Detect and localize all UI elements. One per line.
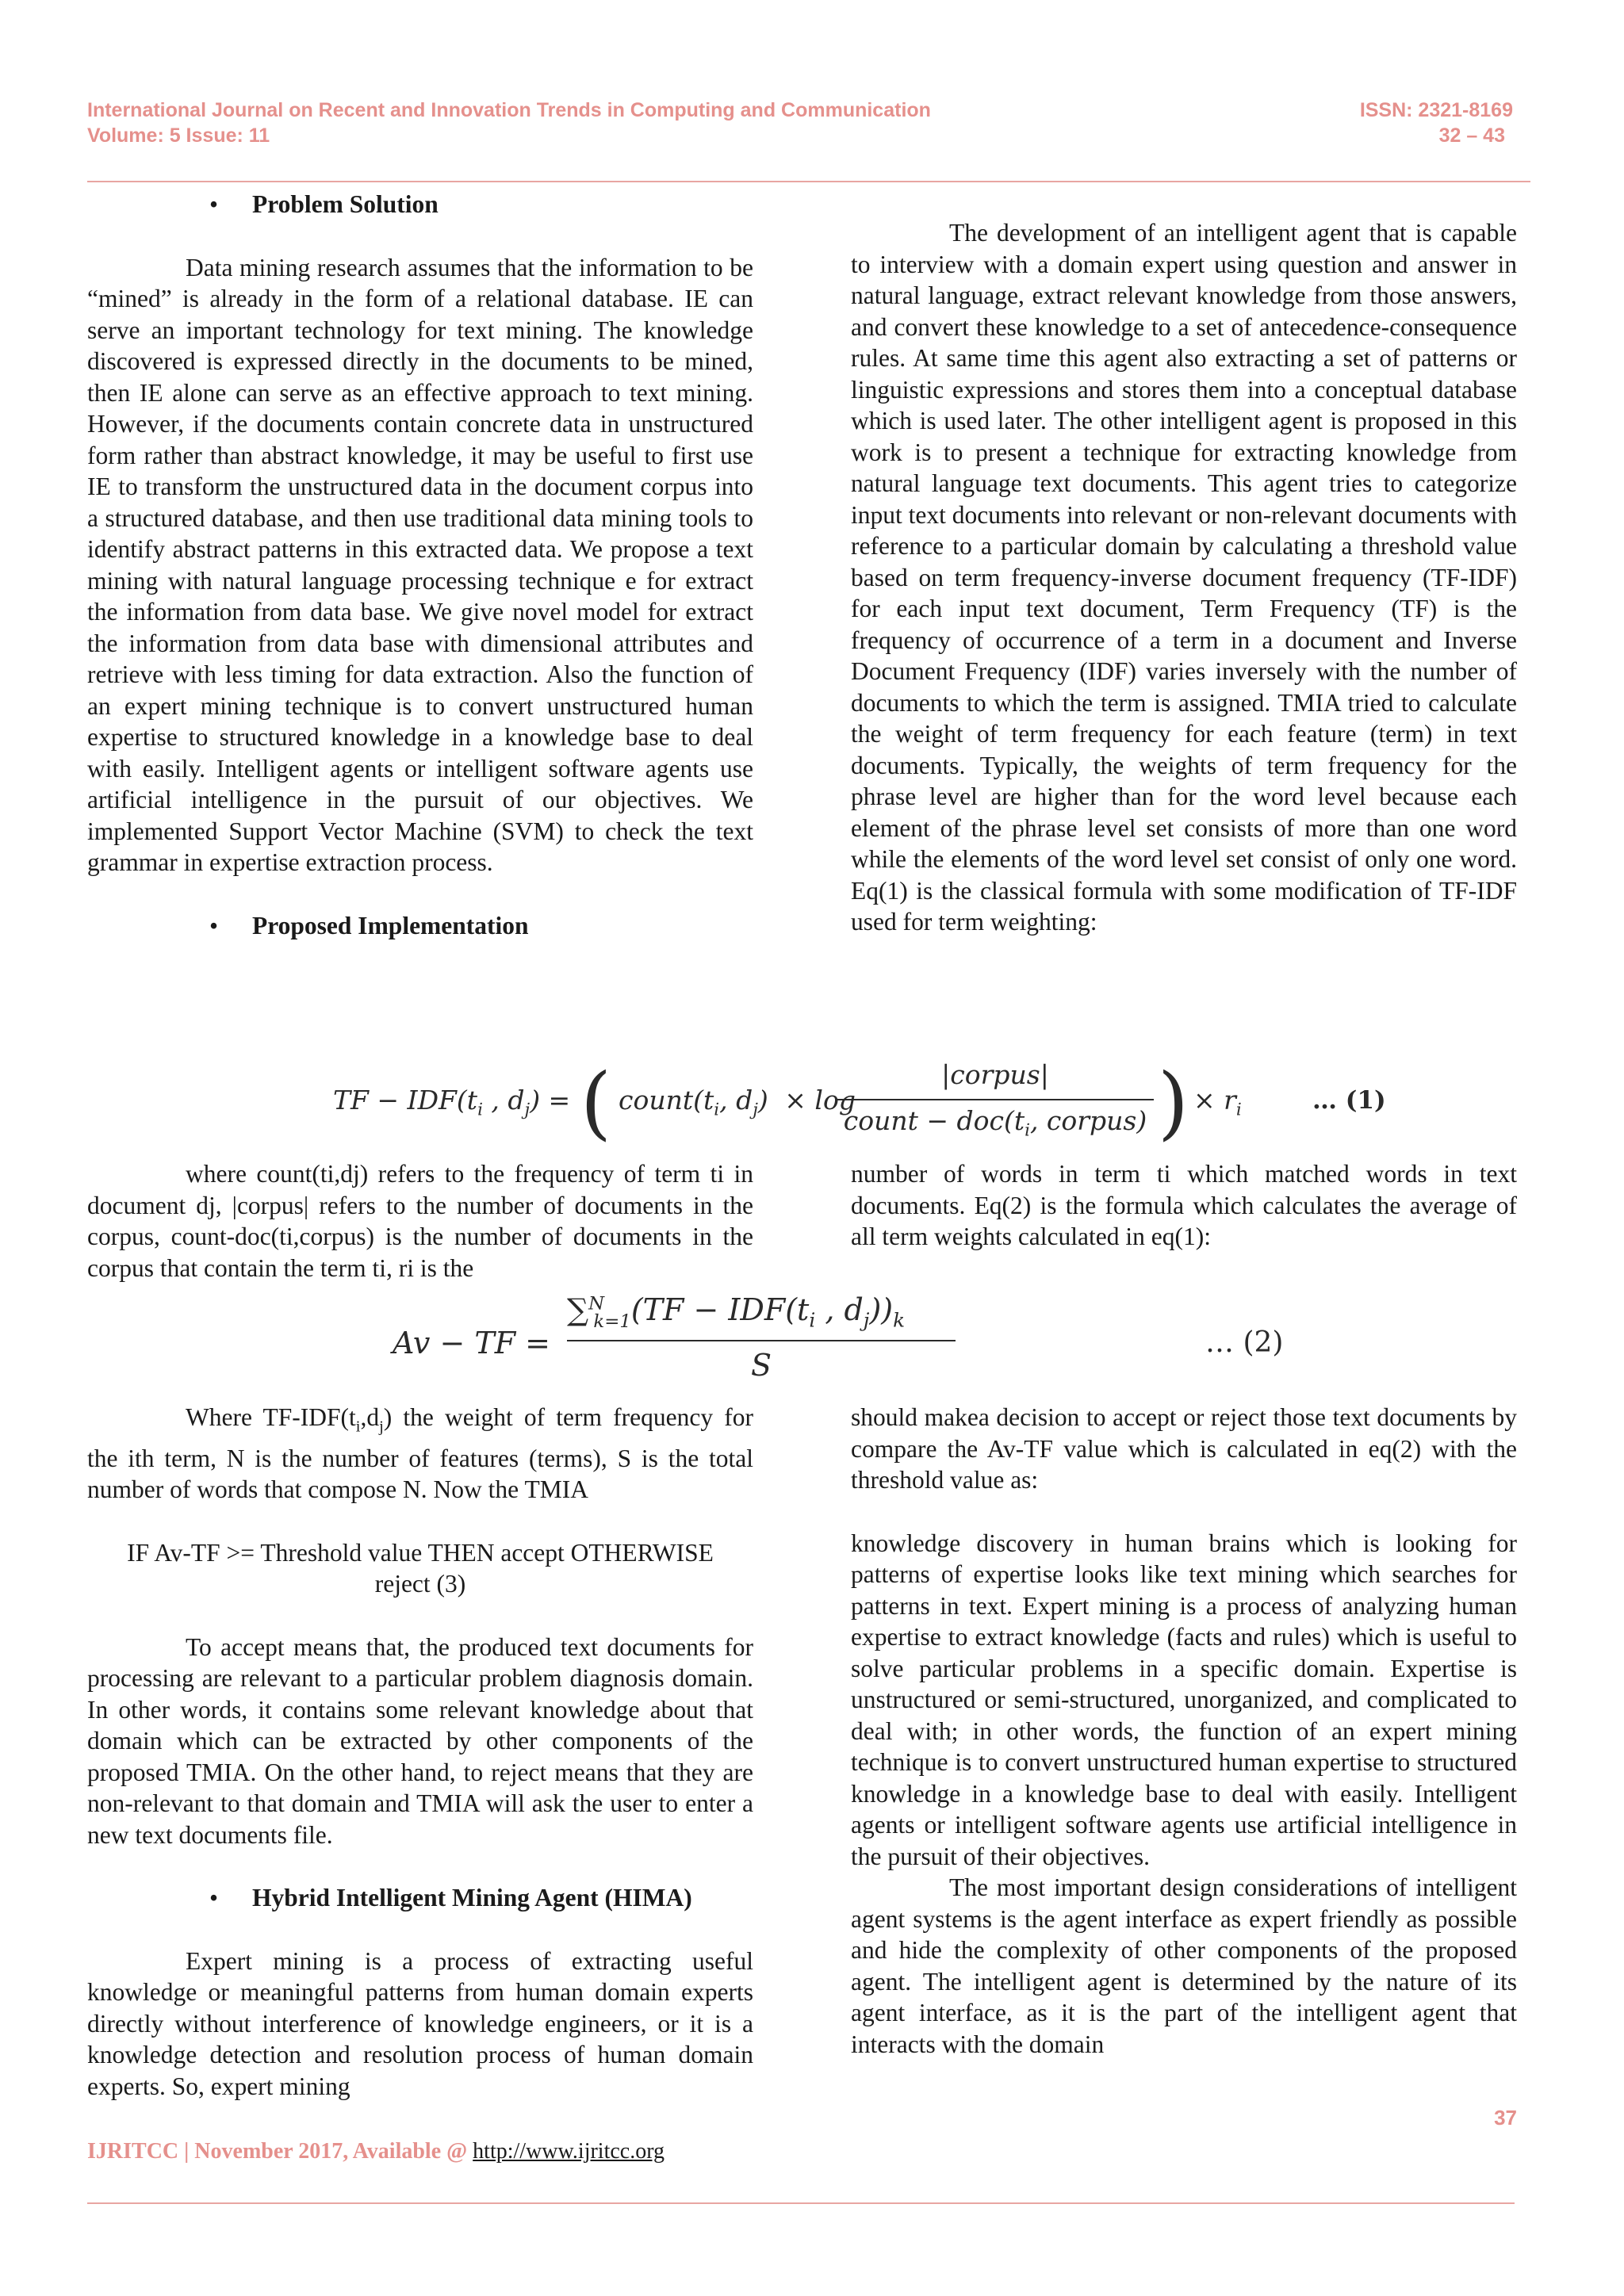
footer: IJRITCC | November 2017, Available @ http://www.ijritcc.org — [87, 2139, 665, 2164]
bullet: • — [209, 1884, 219, 1912]
paragraph-accept: To accept means that, the produced text documents for processing are relevant to a particular problem diagnosis domain. In other words, it contains some relevant knowledge about that domain which can be extracted by other components of the proposed TMIA. On the other hand, to reject means that they are non-relevant to that domain and TMIA will ask the user to enter a new text documents file. — [87, 1632, 753, 1849]
footer-link[interactable]: http://www.ijritcc.org — [473, 2139, 665, 2164]
bullet: • — [209, 190, 219, 218]
paragraph-design: The most important design considerations of intelligent agent systems is the agent interface as expert friendly as possible and hide the complexity of other components of the proposed agent. The intelligent agent is determined by the nature of its agent interface, as it is the part of the intelligent agent that interacts with the domain — [851, 1873, 1517, 2058]
right-column-bottom — [851, 1402, 1517, 2060]
equation-number-1: … (1) — [1312, 1086, 1386, 1115]
rule-line-2: reject (3) — [374, 1570, 466, 1598]
equation-number-2: … (2) — [1205, 1326, 1284, 1359]
paragraph-where-2: Where $TF-IDF(t_i,d_j)$ the weight of term frequency for the ith term, N is the number of features (terms), S is the total number of words that compose N. Now the TMIA — [87, 1403, 753, 1504]
bullet: • — [209, 911, 219, 939]
eq2-denominator: S — [750, 1348, 772, 1383]
fraction-bar — [567, 1340, 956, 1341]
paragraph-development: The development of an intelligent agent that is capable to interview with a domain expert using question and answer in natural language, extract relevant knowledge from those answers, and convert these knowledge to a set of antecedence-consequence rules. At same time this agent also extracting a set of patterns or linguistic expressions and stores them into a conceptual database which is used later. The other intelligent agent is proposed in this work is to present a technique for extracting knowledge from natural language text documents. This agent tries to categorize input text documents into relevant or non-relevant documents with reference to a particular domain by calculating a threshold value based on term frequency-inverse document frequency (TF-IDF) for each input text document, Term Frequency (TF) is the frequency of occurrence of a term in a document and Inverse Document Frequency (IDF) varies inversely with the number of documents to which the term is assigned. TMIA tried to calculate the weight of term frequency for each feature (term) in text documents. Typically, the weights of term frequency for the phrase level are higher than for the word level because each element of the phrase level set consists of more than one word while the elements of the word level set consist of only one word. Eq(1) is the classical formula with some modification of TF-IDF used for term weighting: — [851, 219, 1517, 936]
eq1-denominator: count − $doc(t_i$, corpus) — [843, 1105, 1147, 1141]
header-rule — [87, 181, 1530, 182]
page-number: 37 — [1494, 2106, 1517, 2130]
volume-issue: Volume: 5 Issue: 11 — [87, 124, 270, 147]
rule-line-1: IF Av-TF >= Threshold value THEN accept OTHERWISE — [127, 1538, 714, 1567]
section-heading-hima: • Hybrid Intelligent Mining Agent (HIMA) — [87, 1882, 753, 1914]
fraction-bar — [837, 1099, 1154, 1100]
page-range: 32 – 43 — [1438, 124, 1505, 147]
right-column-top — [851, 217, 1517, 938]
paragraph-knowledge: knowledge discovery in human brains which is looking for patterns of expertise looks like text mining which searches for patterns in text. Expert mining is a process of analyzing human expertise to extract knowledge (facts and rules) which is useful to solve particular problems in a specific domain. Expertise is unstructured or semi-structured, unorganized, and complicated to deal with; in other words, the function of an expert mining technique is to convert unstructured human expertise to structured knowledge in a knowledge base to deal with easily. Intelligent agents or intelligent software agents use artificial intelligence in the pursuit of their objectives. — [851, 1529, 1517, 1870]
equation-2: Av − TF = $\sum^N_{k=1}(TF - IDF(t_i$ , $d_j))_k$ S … (2) — [393, 1292, 1284, 1383]
right-where-1: number of words in term ti which matched words in text documents. Eq(2) is the formula which calculates the average of all term weights calculated in eq(1): — [851, 1160, 1517, 1250]
footer-rule — [87, 2202, 1515, 2204]
paragraph-expert-mining: Expert mining is a process of extracting useful knowledge or meaningful patterns from human domain experts directly without interference of knowledge engineers, or it is a knowledge detection and resolution process of human domain experts. So, expert mining — [87, 1946, 753, 2100]
eq1-numerator: |corpus| — [941, 1059, 1049, 1090]
section-heading-problem: • Problem Solution — [87, 189, 753, 220]
equation-1: TF − $IDF(t_i$ , $d_j$) = ( $count(t_i$, $d_j) \times \log$ |corpus| count − $doc(t_i$, corpus) ) × $r_i$ … (1) — [333, 1056, 1386, 1149]
left-column-bottom — [87, 1402, 753, 2102]
left-where-1: where count(ti,dj) refers to the frequency of term ti in document dj, |corpus| refers to the number of documents in the corpus, count-doc(ti,corpus) is the number of documents in the corpus that contain the term ti, ri is the — [87, 1160, 753, 1282]
issn: ISSN: 2321-8169 — [1359, 99, 1513, 121]
section-heading-proposed: • Proposed Implementation — [87, 910, 753, 942]
paragraph-where-2-right: should makea decision to accept or reject those text documents by compare the Av-TF value which is calculated in eq(2) with the threshold value as: — [851, 1403, 1517, 1494]
journal-title: International Journal on Recent and Innovation Trends in Computing and Communication — [87, 99, 931, 121]
paragraph-problem-solution: Data mining research assumes that the information to be “mined” is already in the form of a relational database. IE can serve an important technology for text mining. The knowledge discovered is expressed directly in the documents to be mined, then IE alone can serve as an effective approach to text mining. However, if the documents contain concrete data in unstructured form rather than abstract knowledge, it may be useful to first use IE to transform the unstructured data in the document corpus into a structured database, and then use traditional data mining tools to identify abstract patterns in this extracted data. We propose a text mining with natural language processing technique e for extract the information from data base. We give novel model for extract the information from data base with dimensional attributes and retrieve with less timing for data extraction. Also the function of an expert mining technique is to convert unstructured human expertise to structured knowledge in a knowledge base to deal with easily. Intelligent agents or intelligent software agents use artificial intelligence in the pursuit of our objectives. We implemented Support Vector Machine (SVM) to check the text grammar in expertise extraction process. — [87, 253, 753, 876]
eq2-numerator: $\sum^N_{k=1}(TF - IDF(t_i$ , $d_j))_k$ — [567, 1292, 906, 1332]
left-column-top — [87, 189, 753, 941]
